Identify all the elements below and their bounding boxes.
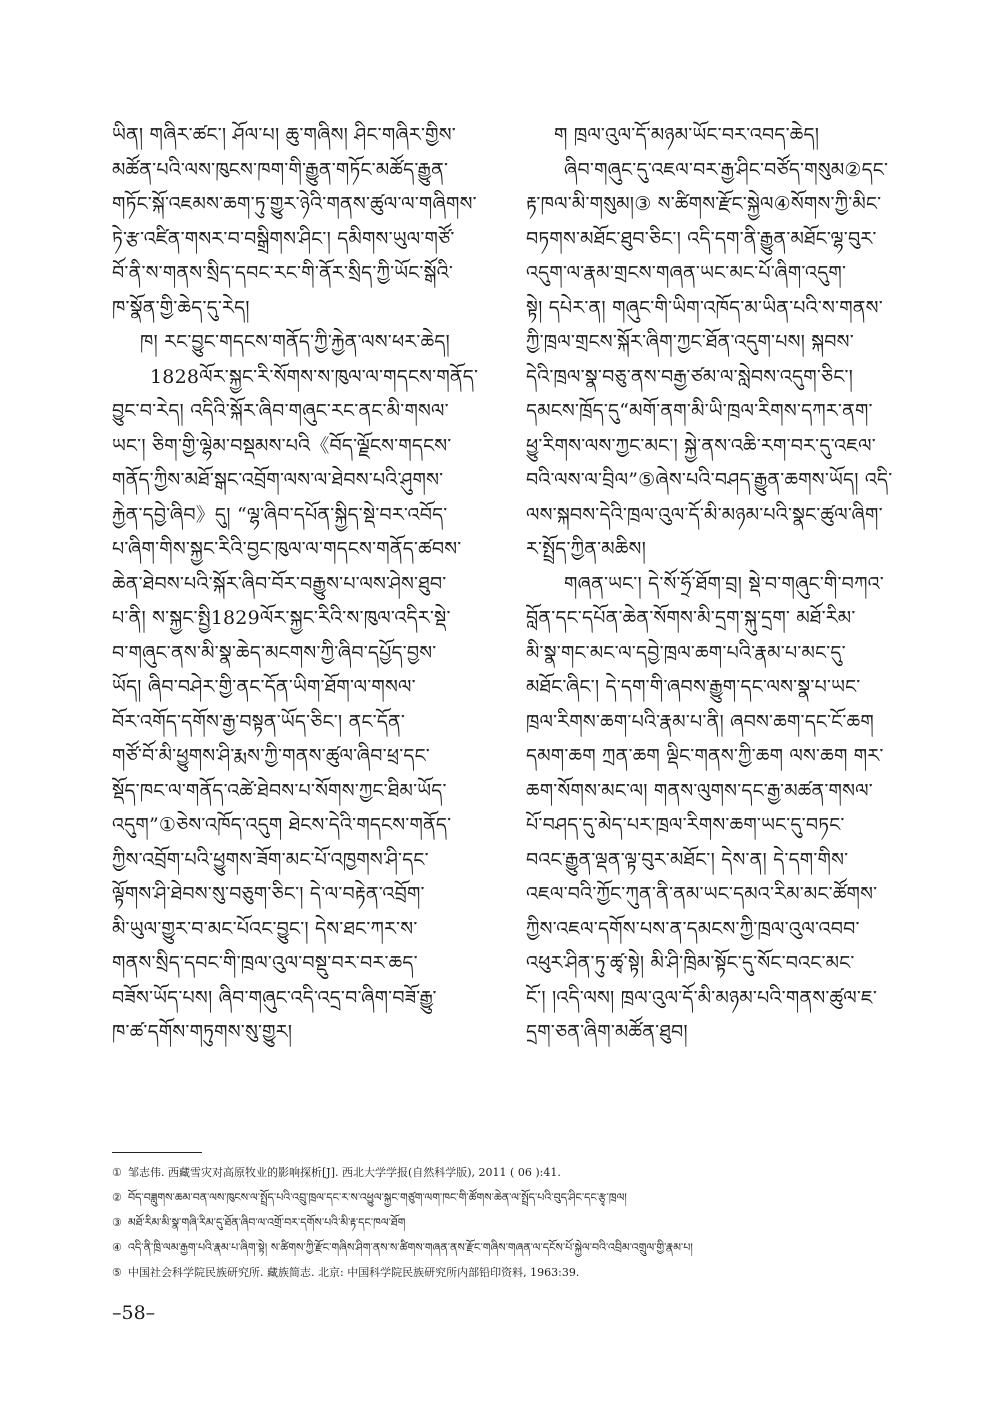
text-line: ལྟོགས་ཤི་ཐེབས་སུ་བཅུག་ཅིང་། དེ་ལ་བརྟེན་འབྲོག་ — [112, 883, 425, 905]
text-line: གནས་སྲིད་དབང་གི་ཁྲལ་འུལ་བསྡུ་བར་བར་ཆད་ — [112, 952, 418, 974]
text-line: མི་སྣ་གང་མང་ལ་དབྱེ་ཁྲལ་ཆག་པའི་རྣམ་པ་མང་དུ་ — [526, 641, 846, 664]
section-heading-ga: ག ཁྲལ་འུལ་དོ་མཉམ་ཡོང་བར་འབད་ཆེད། — [554, 124, 820, 146]
text-line: ཁ་ཚ་དགོས་གཏུགས་སུ་གྱུར། — [112, 1021, 293, 1043]
footnote — [112, 1260, 912, 1285]
text-line: གནོད་ཀྱིས་མཐོ་སྒང་འབྲོག་ལས་ལ་ཐེབས་པའི་ཤུགས་ — [112, 469, 444, 491]
text-line: ཡང་། ཅིག་གྱི་ལྷེམ་བསྡམས་པའི《བོད་ལྗོངས་གདངས་ — [112, 434, 452, 457]
text-line: ཡིན། གཞིར་ཚང་། ཤོལ་པ། ཆུ་གཞིས། ཤིང་གཞིར་གྱིས་ — [112, 124, 456, 146]
text-line: འདུག་ལ་རྣམ་གྲངས་གཞན་ཡང་མང་པོ་ཞིག་འདུག་ — [526, 262, 847, 284]
text-line: གཙོ་བོ་མི་ཕྱུགས་ཤི་རྨས་ཀྱི་གནས་ཚུལ་ཞིབ་ཕྲ་དང་ — [112, 745, 430, 767]
footnote-text: 中国社会科学院民族研究所. 藏族简志. 北京: 中国科学院民族研究所内部铅印资料, 1963:39. — [128, 1266, 580, 1279]
text-line: འདུག”①ཅེས་འཁོད་འདུག ཐེངས་དེའི་གདངས་གནོད་ — [112, 814, 452, 836]
text-line: མཚོན་པའི་ལས་ཁུངས་ཁག་གི་རྒྱུན་གཏོང་མཚོད་རྒྱུན་ — [112, 158, 449, 181]
footnote — [112, 1185, 912, 1210]
text-line: ཏེ་རྩ་འཛིན་གསར་བ་བསྒྲིགས་ཤིང་། དམིགས་ཡུལ་གཙོ་ — [112, 227, 455, 250]
text-line: ཕྱུ་རིགས་ལས་ཀྱང་མང་། སྐྱེ་ནས་འཆི་རག་བར་དུ་འཇལ་ — [526, 434, 876, 457]
text-line: ར་སྤྲོད་ཀྱིན་མཆིས། — [526, 538, 646, 560]
footnote-number: ① — [112, 1166, 122, 1179]
left-column — [112, 118, 524, 1050]
text-line: ལས་སྐབས་དེའི་ཁྲལ་འུལ་དོ་མི་མཉམ་པའི་སྣང་ཚུལ་ཞིག་ — [526, 503, 883, 526]
text-line: གཞན་ཡང་། དེ་སོ་ཧྲོ་ཐོག་བྲ། སྡེ་བ་གཞུང་གི་བཀའ་ — [564, 572, 885, 595]
text-line: པ་ནི། ས་སྐྱང་སྤྱི1829ལོར་སྐྱང་རིའི་ས་ཁུལ་འདིར་སྡེ་ — [112, 607, 451, 629]
footnote — [112, 1160, 912, 1185]
page-number: –58– — [112, 1302, 156, 1324]
text-line: འཕུར་ཤིན་ཏུ་ཚྭ་སྟེ། མི་ཤི་ཁྲིམ་སྟོང་དུ་སོང་བའང་མང་ — [526, 952, 855, 974]
text-line: བོ་ནི་ས་གནས་སྲིད་དབང་རང་གི་ནོར་སྲིད་ཀྱི་ཡོང་སྒོའི་ — [112, 262, 454, 284]
text-line: བྱུང་བ་རེད། འདིའི་སྐོར་ཞིབ་གཞུང་རང་ནང་མི་གསལ་ — [112, 400, 449, 422]
text-line: བློན་དང་དཔོན་ཆེན་སོགས་མི་དྲག་སྐུ་དྲག་ མཐོ་རིམ་ — [526, 607, 856, 629]
text-line: བཏགས་མཐོང་ཐུབ་ཅིང་། འདི་དག་ནི་རྒྱུན་མཐོང་ལྷ་བུར་ — [526, 227, 877, 250]
text-line: བ་གཞུང་ནས་མི་སྣ་ཆེད་མངགས་ཀྱི་ཞིབ་དཔྱོད་བྱས་ — [112, 641, 437, 664]
text-line: པ་ཞིག་གིས་སྐྱང་རིའི་བྱང་ཁུལ་ལ་གདངས་གནོད་ཚབས་ — [112, 538, 462, 560]
text-line: ཀྱི་ཁྲལ་གྲངས་སྐོར་ཞིག་ཀྱང་ཐོན་འདུག་པས། སྐབས་ — [526, 331, 854, 353]
text-line: པོ་བཤད་དུ་མེད་པར་ཁྲལ་རིགས་ཆག་ཡང་དུ་བཏང་ — [526, 814, 845, 836]
text-line: དམངས་ཁྲོད་དུ“མགོ་ནག་མི་ཡི་ཁྲལ་རིགས་དཀར་ནག་ — [526, 400, 873, 422]
text-line: གཏོང་སྐོ་འཇམས་ཆག་ཏུ་གྱུར་ཉེའི་གནས་ཚུལ་ལ་གཞིགས་ — [112, 193, 477, 215]
text-line: དམག་ཆག ཀྲན་ཆག ལྡིང་གནས་ཀྱི་ཆག ལས་ཆག གར་ — [526, 745, 884, 767]
text-line: དྲག་ཅན་ཞིག་མཚོན་ཐུབ། — [526, 1021, 688, 1043]
footnote-text: འདི་ནི་ཁྲི་ལམ་རྒྱག་པའི་རྣམ་པ་ཞིག་སྟེ། ས་ཚིགས་ཀྱི་རྫོང་གཞིས་ཤིག་ནས་ས་ཚིགས་གཞན་ནས་རྫོང་གཞིས་གཞན་ལ་དངོས་པོ་སྐྱེལ་བའི་འབྲིམ་འགྲུལ་གྱི་རྣམ་པ། — [128, 1241, 693, 1254]
text-line: སྟེ། དཔེར་ན། གཞུང་གི་ཡིག་འཁོད་མ་ཡིན་པའི་ས་གནས་ — [526, 296, 883, 319]
text-line: དེའི་ཁྲལ་སྣ་བཅུ་ནས་བརྒྱ་ཙམ་ལ་སླེབས་འདུག་ཅིང་། — [526, 365, 854, 388]
text-line: བའི་ལས་ལ་བྲིལ”⑤ཞེས་པའི་བཤད་རྒྱུན་ཆགས་ཡོད། འདི་ — [526, 469, 893, 491]
right-column — [526, 118, 938, 1050]
footnote-number: ③ — [112, 1216, 122, 1229]
section-heading-kha: ཁ། རང་བྱུང་གདངས་གནོད་ཀྱི་རྐྱེན་ལས་ཕར་ཆེད། — [140, 331, 450, 353]
text-line: ཆེན་ཐེབས་པའི་སྐོར་ཞིབ་བོར་བརྒྱུས་པ་ལས་ཤེས་ཐུབ་ — [112, 572, 447, 595]
footnote-number: ④ — [112, 1241, 122, 1254]
footnote-divider — [112, 1152, 202, 1153]
text-line: འཇལ་བའི་ཀྱོང་ཀུན་ནི་ནམ་ཡང་དམའ་རིམ་མང་ཚོགས་ — [526, 883, 878, 905]
text-line: ཁ་སྣོན་གྱི་ཆེད་དུ་རེད། — [112, 296, 250, 319]
text-line: མི་ཡུལ་གྱུར་བ་མང་པོའང་བྱུང་། དེས་ཐང་ཀར་ས་ — [112, 917, 418, 940]
footnote-text: མཐོ་རིམ་མི་སྣ་གཞི་རིམ་དུ་ཐོན་ཞིབ་ལ་འགྲོ་བར་དགོས་པའི་མི་རྟ་དང་ཁལ་ཐོག — [128, 1216, 406, 1229]
footnote — [112, 1210, 912, 1235]
text-line: མཐོང་ཞིང་། དེ་དག་གི་ཞབས་རྒྱུག་དང་ལས་སྣ་པ་ཡང་ — [526, 676, 861, 698]
footnotes — [112, 1160, 912, 1285]
text-line: བཟོས་ཡོད་པས། ཞིབ་གཞུང་འདི་འདྲ་བ་ཞིག་བཟོ་རྒྱུ་ — [112, 986, 437, 1009]
text-line: 1828ལོར་སྐྱང་རི་སོགས་ས་ཁུལ་ལ་གདངས་གནོད་ — [150, 365, 479, 388]
text-line: སྡོད་ཁང་ལ་གནོད་འཚེ་ཐེབས་པ་སོགས་ཀྱང་ཐིམ་ཡོད་ — [112, 779, 447, 802]
text-line: ཀྱིས་འབྲོག་པའི་ཕྱུགས་ཟོག་མང་པོ་འཁྱགས་ཤི་དང་ — [112, 848, 429, 871]
text-line: ཆག་སོགས་མང་ལ། གནས་ལུགས་དང་རྒྱ་མཚན་གསལ་ — [526, 779, 873, 802]
text-line: ཞིབ་གཞུང་དུ་འཇལ་བར་རྒྱ་ཤིང་བཙོད་གསུམ②དང་ — [564, 158, 889, 181]
footnote-text: 邹志伟. 西藏雪灾对高原牧业的影响探析[J]. 西北大学学报(自然科学版), 2011 ( 06 ):41. — [128, 1166, 561, 1179]
text-line: ཀྱིས་འཇལ་དགོས་པས་ན་དམངས་ཀྱི་ཁྲལ་འུལ་འབབ་ — [526, 917, 860, 940]
text-line: རྐྱེན་དབྱེ་ཞིབ》དུ། “ལྷ་ཞིབ་དཔོན་སྐྱིད་སྡེ་བར་འབོད་ — [112, 503, 448, 526]
footnote — [112, 1235, 912, 1260]
text-line: བའང་རྒྱུན་ལྡན་ལྟ་བུར་མཐོང་། དེས་ན། དེ་དག་གིས་ — [526, 848, 849, 871]
text-line: ཁྲལ་རིགས་ཆག་པའི་རྣམ་པ་ནི། ཞབས་ཆག་དང་ངོ་ཆག — [526, 710, 874, 733]
footnote-text: བོད་བཟླུགས་ཆམ་བན་ལས་ཁུངས་ལ་སྤྲོད་པའི་འབྲུ་ཁྲལ་དང་ར་ས་འཕྱུལ་སྐྱང་གཙུག་ལག་ཁང་གི་ཚོགས་ཆེན་ལ་སྤྲོད་པའི་བུད་ཤིང་དང་རྩྭ་ཁྲལ། — [128, 1191, 627, 1204]
text-line: རྟ་ཁལ་མི་གསུམ།③ ས་ཚིགས་རྫོང་སྐྱེལ④སོགས་ཀྱི་མིང་ — [526, 193, 882, 215]
footnote-number: ⑤ — [112, 1266, 122, 1279]
text-line: བོར་འགོད་དགོས་རྒྱ་བསྟན་ཡོད་ཅིང་། ནང་དོན་ — [112, 710, 406, 733]
text-line: ཡོད། ཞིབ་བཤེར་གྱི་ནང་དོན་ཡིག་ཐོག་ལ་གསལ་ — [112, 676, 416, 698]
text-line: ངོ་། །འདི་ལས། ཁྲལ་འུལ་དོ་མི་མཉམ་པའི་གནས་ཚུལ་ཇ་ — [526, 986, 878, 1009]
footnote-number: ② — [112, 1191, 122, 1204]
